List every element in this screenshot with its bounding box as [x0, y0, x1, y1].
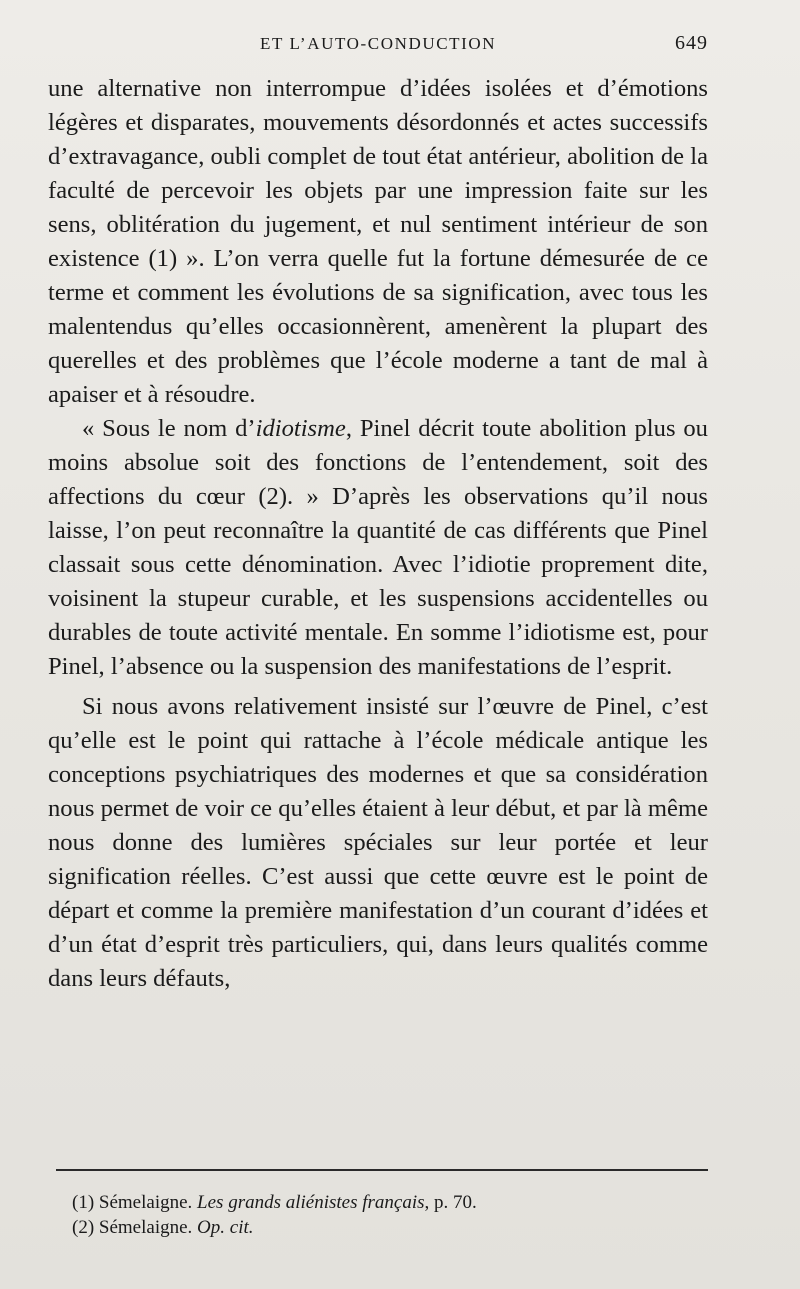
footnote-author: Sémelaigne. [98, 1192, 193, 1213]
footnote-rule [56, 1169, 708, 1171]
running-head: ET L’AUTO-CONDUCTION [260, 34, 497, 53]
page-number: 649 [675, 32, 708, 54]
paragraph-2 [48, 412, 708, 684]
paragraph-1: une alternative non interrompue d’idées isolées et d’émotions légères et disparates, mouvements désordonnés et actes successifs d’extravagance, oubli complet de tout état antérieur, abolition de la faculté de percevoir les objets par une impression faite sur les sens, oblitération du jugement, et nul sentiment intérieur de son existence (1) ». L’on verra quelle fut la fortune démesurée de ce terme et comment les évolutions de sa signification, avec tous les malentendus qu’elles occasionnèrent, amenèrent la plupart des querelles et des problèmes que l’école moderne a tant de mal à apaiser et à résoudre. [48, 75, 708, 408]
footnote-number: (2) [72, 1217, 95, 1238]
footnote-author: Sémelaigne. [98, 1217, 193, 1238]
paragraph-3: Si nous avons relativement insisté sur l’œuvre de Pinel, c’est qu’elle est le point qui rattache à l’école médicale antique les conceptions psychiatriques des modernes et que sa considération nous permet de voir ce qu’elles étaient à leur début, et par là même nous donne des lumières spéciales sur leur portée et leur signification réelles. C’est aussi que cette œuvre est le point de départ et comme la première manifestation d’un courant d’idées et d’un état d’esprit très particuliers, qui, dans leurs qualités comme dans leurs défauts, [48, 693, 708, 992]
page-header [48, 34, 708, 62]
body-text [48, 72, 708, 996]
footnote-title: Les grands aliénistes français [197, 1192, 425, 1213]
footnote-number: (1) [72, 1192, 95, 1213]
footnote-rest: , p. 70. [424, 1192, 477, 1213]
footnote-1 [72, 1190, 712, 1215]
paragraph-2-rest: , Pinel décrit toute abolition plus ou moins absolue soit des fonctions de l’entendement, soit des affections du cœur (2). » D’après les observations qu’il nous laisse, l’on peut reconnaître la quantité de cas différents que Pinel classait sous cette dénomination. Avec l’idiotie proprement dite, voisinent la stupeur curable, et les suspensions accidentelles ou durables de toute activité mentale. En somme l’idiotisme est, pour Pinel, l’absence ou la suspension des manifestations de l’esprit. [48, 415, 708, 680]
footnotes [72, 1190, 712, 1240]
term-idiotisme: idiotisme [255, 415, 346, 442]
paragraph-2-start: « Sous le nom d’ [82, 415, 256, 442]
footnote-title: Op. cit. [197, 1217, 254, 1238]
footnote-2 [72, 1215, 712, 1240]
